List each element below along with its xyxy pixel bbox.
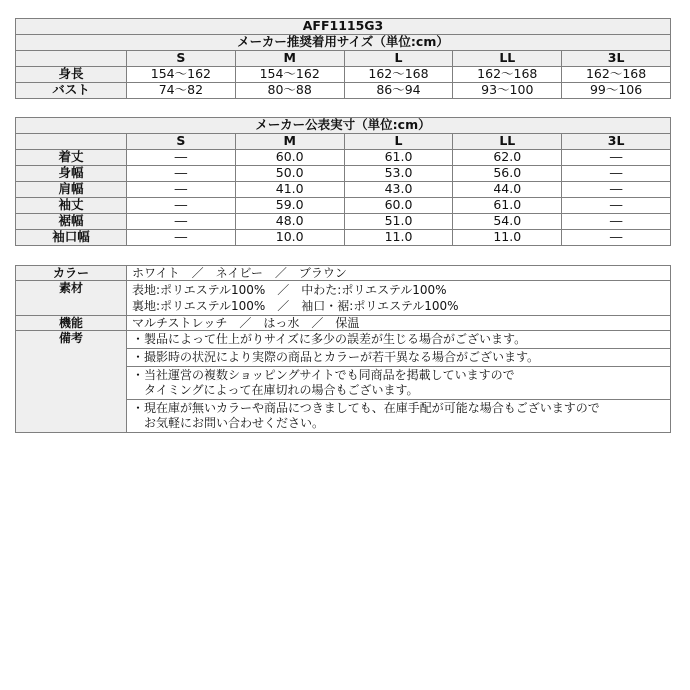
table-cell: ― (127, 150, 236, 166)
table-cell: 50.0 (235, 166, 344, 182)
note-line: お気軽にお問い合わせください。 (132, 416, 325, 430)
table-cell: 74～82 (127, 83, 236, 99)
table-cell: 93～100 (453, 83, 562, 99)
note-line: ・現在庫が無いカラーや商品につきましても、在庫手配が可能な場合もございますので (132, 401, 600, 415)
material-line: 裏地:ポリエステル100% ／ 袖口・裾:ポリエステル100% (132, 299, 459, 313)
table-cell: 86～94 (344, 83, 453, 99)
size-header: LL (453, 51, 562, 67)
measurement-table (15, 117, 671, 246)
table-cell: 56.0 (453, 166, 562, 182)
table-row (16, 230, 671, 246)
table-cell: 162～168 (562, 67, 671, 83)
function-value: マルチストレッチ ／ はっ水 ／ 保温 (127, 316, 671, 331)
size-header: S (127, 134, 236, 150)
table-cell: 10.0 (235, 230, 344, 246)
table-cell: 43.0 (344, 182, 453, 198)
table-cell: ― (127, 198, 236, 214)
function-label: 機能 (16, 316, 127, 331)
table-cell: 11.0 (453, 230, 562, 246)
size-header: L (344, 134, 453, 150)
recommended-size-table (15, 18, 671, 99)
material-line: 表地:ポリエステル100% ／ 中わた:ポリエステル100% (132, 283, 447, 297)
row-label: 袖丈 (16, 198, 127, 214)
size-header: M (235, 51, 344, 67)
material-label: 素材 (16, 281, 127, 316)
note-item: ・撮影時の状況により実際の商品とカラーが若干異なる場合がございます。 (127, 349, 670, 367)
table-cell: 11.0 (344, 230, 453, 246)
notes-label: 備考 (16, 331, 127, 433)
note-item (127, 400, 670, 432)
table-cell: 61.0 (344, 150, 453, 166)
table-row (16, 150, 671, 166)
color-row (16, 266, 671, 281)
size-header: LL (453, 134, 562, 150)
recommended-size-title: メーカー推奨着用サイズ（単位:cm） (16, 35, 671, 51)
size-header: L (344, 51, 453, 67)
size-header: S (127, 51, 236, 67)
table-row (16, 198, 671, 214)
row-label: 裾幅 (16, 214, 127, 230)
note-item: ・製品によって仕上がりサイズに多少の誤差が生じる場合がございます。 (127, 331, 670, 349)
product-code: AFF1115G3 (16, 19, 671, 35)
table-cell: 54.0 (453, 214, 562, 230)
table-cell: ― (562, 230, 671, 246)
table-cell: 51.0 (344, 214, 453, 230)
table-row (16, 166, 671, 182)
size-header: M (235, 134, 344, 150)
row-label: バスト (16, 83, 127, 99)
table-row (16, 182, 671, 198)
table-row (16, 67, 671, 83)
note-line: ・当社運営の複数ショッピングサイトでも同商品を掲載していますので (132, 368, 515, 382)
table-cell: ― (562, 182, 671, 198)
table-cell: 59.0 (235, 198, 344, 214)
table-cell: 61.0 (453, 198, 562, 214)
table-cell: 62.0 (453, 150, 562, 166)
color-label: カラー (16, 266, 127, 281)
size-header: 3L (562, 51, 671, 67)
table-cell: 80～88 (235, 83, 344, 99)
table-cell: 99～106 (562, 83, 671, 99)
row-label: 袖口幅 (16, 230, 127, 246)
table-row (16, 83, 671, 99)
note-item (127, 367, 670, 400)
row-label: 身幅 (16, 166, 127, 182)
measurement-title: メーカー公表実寸（単位:cm） (16, 118, 671, 134)
corner-cell (16, 51, 127, 67)
table-cell: ― (127, 214, 236, 230)
table-cell: ― (562, 198, 671, 214)
table-cell: ― (562, 166, 671, 182)
table-cell: 162～168 (453, 67, 562, 83)
note-line: タイミングによって在庫切れの場合もございます。 (132, 383, 419, 397)
table-cell: 48.0 (235, 214, 344, 230)
table-cell: 53.0 (344, 166, 453, 182)
corner-cell (16, 134, 127, 150)
function-row (16, 316, 671, 331)
row-label: 着丈 (16, 150, 127, 166)
table-cell: ― (127, 166, 236, 182)
table-cell: 60.0 (344, 198, 453, 214)
table-cell: ― (562, 150, 671, 166)
table-cell: 44.0 (453, 182, 562, 198)
material-row (16, 281, 671, 316)
color-value: ホワイト ／ ネイビー ／ ブラウン (127, 266, 671, 281)
table-cell: 60.0 (235, 150, 344, 166)
table-cell: ― (562, 214, 671, 230)
table-cell: 154～162 (127, 67, 236, 83)
size-header: 3L (562, 134, 671, 150)
table-cell: 162～168 (344, 67, 453, 83)
table-cell: 41.0 (235, 182, 344, 198)
notes-cell (127, 331, 671, 433)
row-label: 身長 (16, 67, 127, 83)
table-row (16, 214, 671, 230)
row-label: 肩幅 (16, 182, 127, 198)
material-value (127, 281, 671, 316)
table-cell: 154～162 (235, 67, 344, 83)
notes-row (16, 331, 671, 433)
table-cell: ― (127, 230, 236, 246)
product-info-table (15, 265, 671, 433)
table-cell: ― (127, 182, 236, 198)
